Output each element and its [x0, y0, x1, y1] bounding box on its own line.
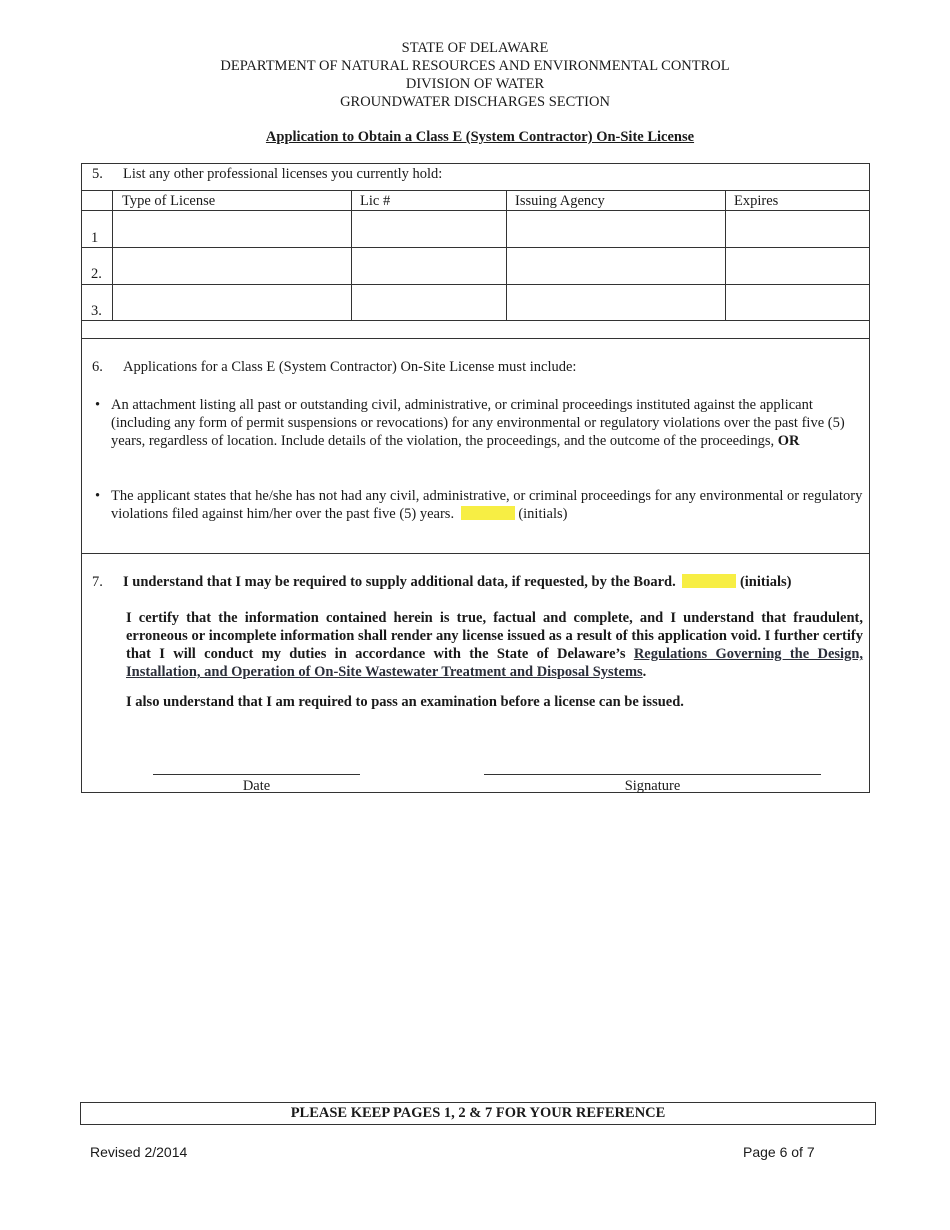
bullet: •: [95, 397, 101, 413]
row-number: 2.: [91, 266, 102, 282]
divider: [81, 190, 870, 191]
signature-line[interactable]: [484, 774, 821, 775]
signature-label: Signature: [624, 778, 681, 794]
revised-date: Revised 2/2014: [90, 1144, 188, 1160]
section5-number: 5.: [92, 166, 103, 182]
bullet: •: [95, 488, 101, 504]
divider: [81, 338, 870, 339]
column-header-lic: Lic #: [360, 193, 391, 209]
keep-pages-notice: PLEASE KEEP PAGES 1, 2 & 7 FOR YOUR REFERENCE: [80, 1102, 876, 1125]
regulations-link[interactable]: Regulations Governing the Design, Installation, and Operation of On-Site Wastewater Treatment and Disposal Systems: [126, 646, 864, 680]
exam-statement: I also understand that I am required to pass an examination before a license can be issued.: [126, 694, 684, 710]
bullet-attachment-text: An attachment listing all past or outstanding civil, administrative, or criminal proceedings instituted against the applicant (including any form of permit suspensions or revocations) for any environmental or regulatory violations over the past five (5) years, regardless of location. Include details of the violation, the proceedings, and the outcome of the proceedings,: [111, 397, 845, 449]
header-division: DIVISION OF WATER: [405, 76, 545, 92]
page-number: Page 6 of 7: [743, 1144, 815, 1160]
date-line[interactable]: [153, 774, 360, 775]
section7-statement-text: I understand that I may be required to supply additional data, if requested, by the Board.: [123, 574, 676, 590]
period: .: [642, 664, 647, 680]
bullet-or: OR: [777, 433, 800, 449]
column-divider: [506, 190, 507, 320]
column-divider: [112, 190, 113, 320]
column-header-expires: Expires: [734, 193, 779, 209]
initials-field-section6[interactable]: [461, 506, 515, 520]
column-divider: [351, 190, 352, 320]
divider: [81, 247, 870, 248]
column-header-type: Type of License: [122, 193, 216, 209]
column-header-agency: Issuing Agency: [515, 193, 605, 209]
section7-number: 7.: [92, 574, 103, 590]
column-divider: [725, 190, 726, 320]
section6-number: 6.: [92, 359, 103, 375]
section6-intro: Applications for a Class E (System Contractor) On-Site License must include:: [123, 359, 577, 375]
header-department: DEPARTMENT OF NATURAL RESOURCES AND ENVIRONMENTAL CONTROL: [220, 58, 730, 74]
header-state: STATE OF DELAWARE: [401, 40, 549, 56]
initials-label: (initials): [739, 574, 792, 590]
divider: [81, 284, 870, 285]
initials-field-section7[interactable]: [682, 574, 736, 588]
header-section: GROUNDWATER DISCHARGES SECTION: [340, 94, 610, 110]
section7-statement: [123, 573, 792, 591]
bullet-no-proceedings-text: The applicant states that he/she has not had any civil, administrative, or criminal proceedings for any environmental or regulatory violations filed against him/her over the past five (5) years.: [111, 488, 863, 522]
divider: [81, 210, 870, 211]
date-label: Date: [242, 778, 271, 794]
page-title: Application to Obtain a Class E (System Contractor) On-Site License: [265, 129, 695, 145]
certification-text: I certify that the information contained herein is true, factual and complete, and I understand that fraudulent, erroneous or incomplete information shall render any license issued as a result of this application void. I further certify that I will conduct my duties in accordance with the State of Delaware’s: [126, 610, 863, 662]
section5-prompt: List any other professional licenses you currently hold:: [123, 166, 443, 182]
certification-paragraph: [126, 609, 863, 681]
initials-label: (initials): [518, 506, 568, 522]
divider: [81, 553, 870, 554]
row-number: 1: [91, 230, 99, 246]
bullet-attachment: [111, 396, 863, 450]
divider: [81, 320, 870, 321]
row-number: 3.: [91, 303, 102, 319]
bullet-no-proceedings: [111, 487, 863, 523]
